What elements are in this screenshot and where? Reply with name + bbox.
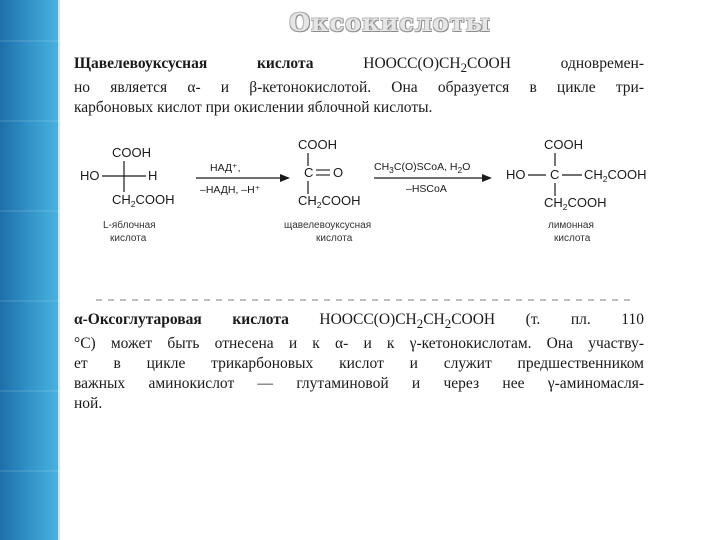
malic-caption-1: L-яблочная <box>103 220 156 231</box>
arrow2-byproduct: –HSCoA <box>406 183 447 195</box>
oxalo-cooh: COOH <box>298 137 337 152</box>
slide-title: Оксокислоты <box>289 8 491 37</box>
citric-ho: HO <box>506 167 526 182</box>
oxalo-ch2cooh: $CH_2COOH$ <box>298 193 361 210</box>
arrow2-reagent: $CH_3C(O)SCoA$, $H_2O$ <box>374 161 471 175</box>
citric-caption-1: лимонная <box>548 220 594 231</box>
paragraph-line: ет в цикле трикарбоновых кислот и служит предшественником <box>74 355 644 373</box>
citric-acid-structure <box>506 137 647 244</box>
citric-cooh: COOH <box>544 137 583 152</box>
malic-cooh: COOH <box>112 145 151 160</box>
reaction-arrow-2 <box>374 161 492 195</box>
citric-ch2cooh-right: $CH_2COOH$ <box>584 167 647 184</box>
paragraph-line: Щавелевоуксусная кислота $HOOCC(O)CH_2COOH$ одновремен- <box>74 55 644 76</box>
oxalo-c: C <box>304 165 314 180</box>
paragraph-line: α-Оксоглутаровая кислота $HOOCC(O)CH_2CH_2COOH$ (т. пл. 110 <box>74 311 644 332</box>
oxalo-caption-2: кислота <box>316 233 353 244</box>
paragraph-line: важных аминокислот — глутаминовой и через нее γ-аминомасля- <box>74 375 644 393</box>
term-oxaloacetic-acid: Щавелевоуксусная кислота <box>74 55 314 72</box>
citric-ch2cooh-bottom: $CH_2COOH$ <box>544 195 607 212</box>
malic-ch2cooh: $CH_2COOH$ <box>112 192 175 209</box>
arrow1-reagent: НАД⁺, <box>210 162 241 174</box>
malic-ho: HO <box>80 168 100 183</box>
malic-acid-structure <box>80 145 175 244</box>
oxalo-o: O <box>333 165 344 180</box>
oxalo-caption-1: щавелевоуксусная <box>284 220 372 231</box>
citric-caption-2: кислота <box>554 233 591 244</box>
paragraph-line: но является α- и β-кетонокислотой. Она образуется в цикле три- <box>74 79 644 97</box>
paragraph-line: °C) может быть отнесена и к α- и к γ-кетонокислотам. Она участву- <box>74 335 644 353</box>
citric-c: C <box>550 167 560 182</box>
oxaloacetic-acid-structure <box>284 137 371 244</box>
malic-caption-2: кислота <box>110 233 147 244</box>
paragraph-line: ной. <box>74 395 103 413</box>
term-oxoglutaric-acid: α-Оксоглутаровая кислота <box>74 311 289 328</box>
divider <box>96 299 636 301</box>
paragraph-oxoglutaric <box>74 310 644 414</box>
paragraph-line: карбоновых кислот при окислении яблочной кислоты. <box>74 99 433 117</box>
malic-h: H <box>148 168 158 183</box>
arrow1-byproduct: –НАДН, –Н⁺ <box>200 184 261 196</box>
reaction-arrow-1 <box>196 162 290 196</box>
